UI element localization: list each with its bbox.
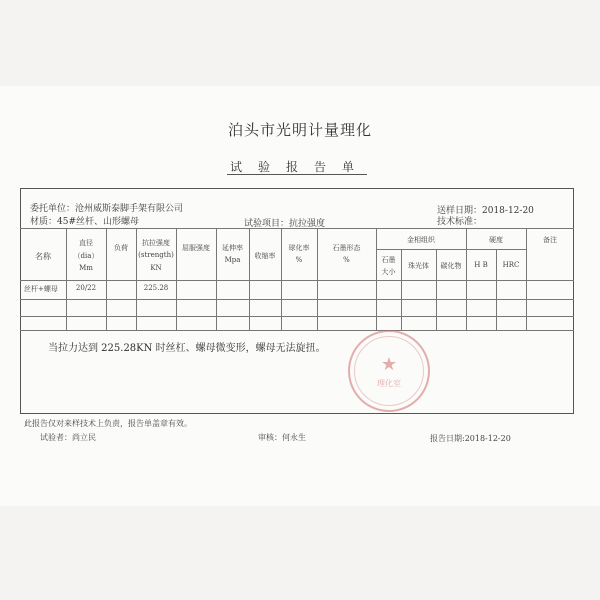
header-yield: 屈服强度 — [182, 244, 210, 252]
header-tensile-sub: (strength) — [138, 251, 174, 259]
header-metallography: 金相组织 — [407, 236, 435, 244]
header-spheroid-unit: % — [295, 256, 303, 264]
client-unit: 委托单位：沧州威斯泰脚手架有限公司 — [30, 204, 184, 214]
divider-row2 — [20, 316, 574, 317]
header-hardness: 硬度 — [489, 236, 503, 244]
title-underline — [227, 174, 367, 175]
row-tensile: 225.28 — [143, 284, 169, 292]
header-graphite-size: 石墨 — [381, 256, 396, 264]
header-diameter: 直径 — [79, 239, 93, 247]
footer-note: 此报告仅对来样技术上负责，报告单盖章有效。 — [24, 419, 192, 428]
test-conclusion: 当拉力达到 225.28KN 时丝杠、螺母微变形，螺母无法旋扭。 — [48, 343, 326, 354]
send-date: 送样日期：2018-12-20 — [437, 206, 534, 216]
header-graphite-form: 石墨形态 — [332, 244, 361, 252]
header-load: 负荷 — [114, 244, 128, 252]
header-carbide: 碳化物 — [440, 262, 462, 270]
divider-row3 — [20, 330, 574, 331]
divider-row1 — [20, 299, 574, 300]
document-title: 试验报告单 — [229, 160, 370, 174]
header-tensile: 抗拉强度 — [142, 239, 170, 247]
header-shrink: 收缩率 — [254, 252, 276, 260]
header-diameter-unit: Mm — [79, 264, 93, 272]
col-divider — [249, 228, 250, 330]
header-remark: 备注 — [543, 236, 557, 244]
row-name: 丝杆+螺母 — [24, 285, 58, 293]
header-elongation-unit: Mpa — [224, 256, 241, 264]
test-item: 试验项目：抗拉强度 — [244, 219, 326, 229]
header-hrc: HRC — [502, 261, 520, 269]
header-elongation: 延伸率 — [222, 244, 243, 252]
material: 材质：45#丝杆、山形螺母 — [30, 217, 139, 227]
red-seal-stamp — [348, 330, 430, 412]
technical-standard: 技术标准： — [437, 217, 483, 227]
header-diameter-sub: （dia） — [73, 252, 99, 260]
organization-name: 泊头市光明计量理化 — [227, 121, 372, 139]
header-graphite-form-unit: % — [343, 256, 350, 264]
header-spheroid: 球化率 — [288, 244, 310, 252]
divider-header — [20, 280, 574, 281]
header-name: 名称 — [35, 252, 51, 261]
report-date: 报告日期:2018-12-20 — [430, 434, 511, 443]
divider-metallography — [376, 249, 466, 250]
header-hb: H B — [474, 261, 488, 269]
header-graphite-size-sub: 大小 — [381, 268, 396, 276]
stamp-label: 理化室 — [377, 379, 401, 388]
tester: 试验者：尚立民 — [40, 433, 96, 442]
header-pearlite: 珠光体 — [408, 262, 429, 270]
header-tensile-unit: KN — [150, 264, 162, 272]
star-icon: ★ — [380, 354, 398, 375]
row-diameter: 20/22 — [75, 284, 97, 292]
reviewer: 审核：何永生 — [258, 433, 306, 442]
